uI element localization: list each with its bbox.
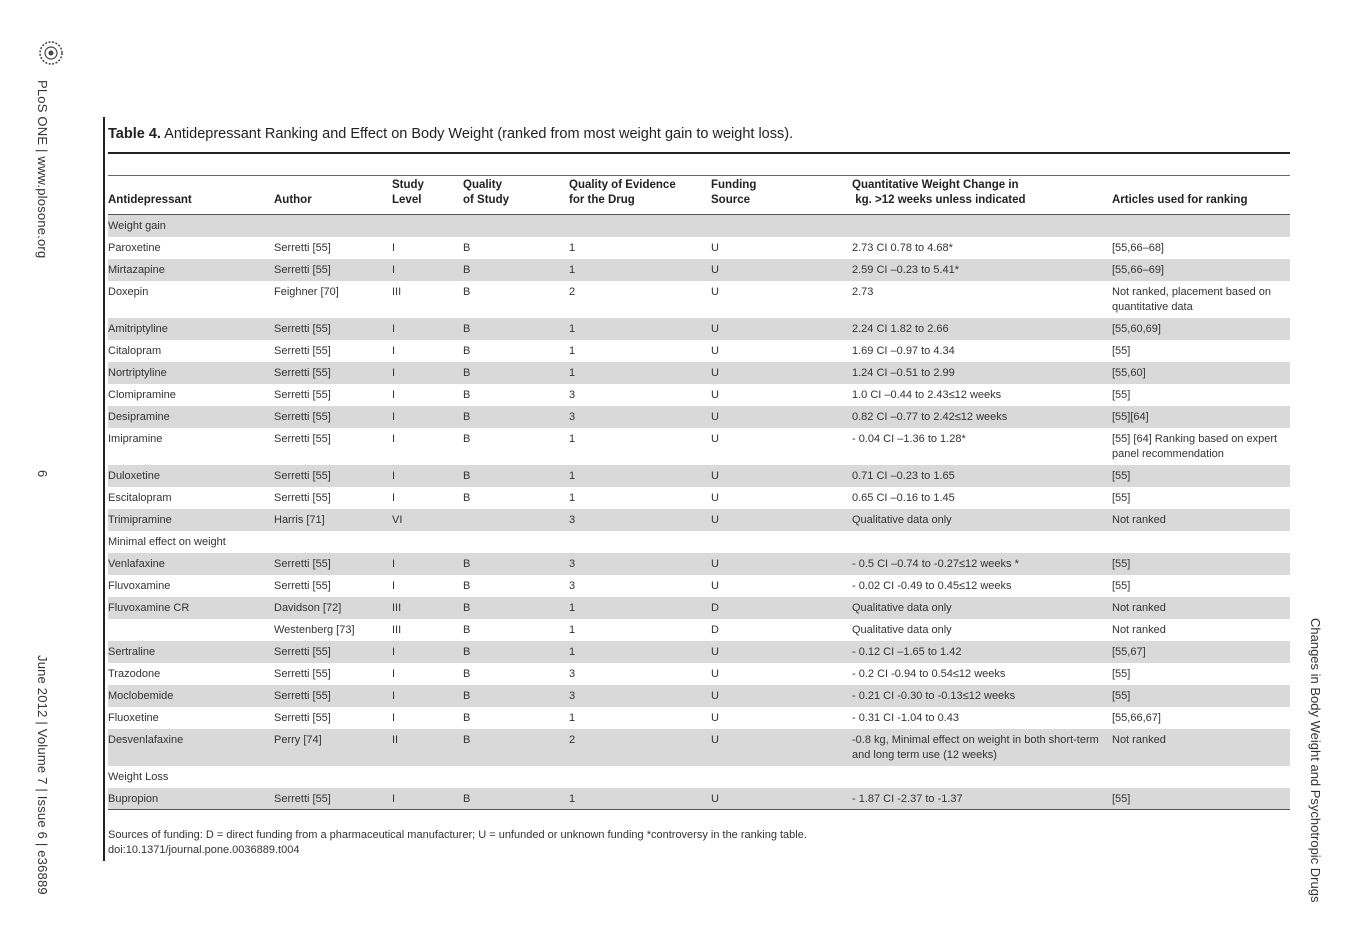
cell-level: III [392, 285, 402, 298]
cell-author: Serretti [55] [274, 667, 331, 680]
cell-quality: B [463, 344, 471, 357]
cell-articles: [55] [1112, 469, 1131, 482]
table-row [108, 428, 1290, 465]
section-label: Minimal effect on weight [108, 535, 226, 548]
cell-evidence: 1 [569, 645, 576, 658]
table-row [108, 509, 1290, 531]
section-label: Weight gain [108, 220, 166, 232]
cell-articles: [55] [1112, 491, 1131, 504]
left-margin-rule [103, 117, 105, 861]
cell-drug: Doxepin [108, 285, 149, 298]
cell-drug: Fluvoxamine CR [108, 601, 190, 614]
cell-drug: Paroxetine [108, 241, 161, 254]
cell-level: VI [392, 513, 403, 526]
cell-articles: Not ranked [1112, 513, 1166, 526]
cell-funding: U [711, 410, 719, 423]
cell-change: 1.24 CI –0.51 to 2.99 [852, 366, 955, 379]
issue-info: June 2012 | Volume 7 | Issue 6 | e36889 [35, 655, 50, 895]
cell-funding: U [711, 366, 719, 379]
cell-quality: B [463, 432, 471, 445]
section-row [108, 215, 1290, 237]
cell-quality: B [463, 241, 471, 254]
cell-articles: [55,60,69] [1112, 322, 1161, 335]
cell-evidence: 1 [569, 241, 576, 254]
cell-author: Serretti [55] [274, 410, 331, 423]
cell-change: 2.73 [852, 285, 874, 298]
cell-level: I [392, 645, 396, 658]
cell-drug [108, 619, 274, 623]
table-caption [108, 126, 793, 142]
table-row [108, 729, 1290, 766]
table-row [108, 384, 1290, 406]
cell-drug: Fluvoxamine [108, 579, 171, 592]
cell-author: Serretti [55] [274, 469, 331, 482]
cell-funding: U [711, 792, 719, 805]
cell-author: Serretti [55] [274, 491, 331, 504]
cell-funding: U [711, 667, 719, 680]
cell-drug: Imipramine [108, 432, 163, 445]
cell-change: 0.71 CI –0.23 to 1.65 [852, 469, 955, 482]
cell-level: I [392, 792, 396, 805]
cell-articles: [55] [1112, 792, 1131, 805]
cell-drug: Amitriptyline [108, 322, 168, 335]
cell-evidence: 3 [569, 410, 576, 423]
cell-funding: U [711, 388, 719, 401]
cell-level: I [392, 711, 396, 724]
cell-author: Perry [74] [274, 733, 322, 746]
table-row [108, 707, 1290, 729]
cell-drug: Trimipramine [108, 513, 172, 526]
cell-author: Serretti [55] [274, 388, 331, 401]
cell-funding: U [711, 645, 719, 658]
cell-funding: D [711, 601, 719, 614]
cell-level: I [392, 263, 396, 276]
cell-articles: [55] [1112, 557, 1131, 570]
cell-evidence: 1 [569, 469, 576, 482]
cell-evidence: 1 [569, 344, 576, 357]
cell-articles: [55] [1112, 579, 1131, 592]
cell-evidence: 3 [569, 513, 576, 526]
cell-funding: U [711, 689, 719, 702]
cell-drug: Nortriptyline [108, 366, 167, 379]
cell-drug: Trazodone [108, 667, 161, 680]
cell-level: I [392, 491, 396, 504]
cell-quality: B [463, 388, 471, 401]
cell-funding: U [711, 285, 719, 298]
cell-change: - 0.5 CI –0.74 to -0.27≤12 weeks * [852, 557, 1019, 570]
cell-articles: [55,66–68] [1112, 241, 1164, 254]
cell-level: III [392, 623, 402, 636]
cell-articles: [55] [1112, 344, 1131, 357]
cell-evidence: 3 [569, 689, 576, 702]
cell-level: I [392, 322, 396, 335]
cell-quality: B [463, 469, 471, 482]
table-row [108, 788, 1290, 810]
cell-quality: B [463, 601, 471, 614]
col-weight-change: Quantitative Weight Change in kg. >12 weeks unless indicated [852, 178, 1112, 215]
cell-author: Harris [71] [274, 513, 325, 526]
table-row [108, 465, 1290, 487]
page-number: 6 [35, 470, 50, 478]
cell-quality: B [463, 667, 471, 680]
header-top-rule [108, 175, 1290, 176]
col-study-level: Study Level [392, 178, 463, 215]
table-row [108, 487, 1290, 509]
cell-funding: U [711, 557, 719, 570]
cell-funding: U [711, 469, 719, 482]
cell-change: Qualitative data only [852, 623, 952, 636]
cell-quality: B [463, 322, 471, 335]
cell-level: I [392, 432, 396, 445]
article-running-title: Changes in Body Weight and Psychotropic Drugs [1308, 618, 1323, 903]
cell-change: - 0.2 CI -0.94 to 0.54≤12 weeks [852, 667, 1006, 680]
cell-level: I [392, 557, 396, 570]
cell-drug: Duloxetine [108, 469, 160, 482]
cell-author: Westenberg [73] [274, 623, 355, 636]
cell-drug: Fluoxetine [108, 711, 159, 724]
cell-drug: Mirtazapine [108, 263, 165, 276]
funding-note: Sources of funding: D = direct funding from a pharmaceutical manufacturer; U = unfunded or unknown funding *controversy in the ranking table. [108, 829, 807, 841]
cell-quality: B [463, 711, 471, 724]
cell-evidence: 2 [569, 733, 576, 746]
cell-articles: [55] [1112, 388, 1131, 401]
cell-evidence: 1 [569, 711, 576, 724]
cell-author: Serretti [55] [274, 792, 331, 805]
cell-quality: B [463, 689, 471, 702]
cell-level: I [392, 667, 396, 680]
cell-author: Serretti [55] [274, 579, 331, 592]
cell-drug: Citalopram [108, 344, 162, 357]
table-row [108, 259, 1290, 281]
cell-evidence: 3 [569, 579, 576, 592]
cell-author: Serretti [55] [274, 263, 331, 276]
cell-evidence: 1 [569, 491, 576, 504]
cell-evidence: 1 [569, 792, 576, 805]
col-funding: Funding Source [711, 178, 852, 215]
cell-author: Serretti [55] [274, 557, 331, 570]
cell-evidence: 1 [569, 601, 576, 614]
cell-articles: [55] [64] Ranking based on expert panel recommendation [1112, 432, 1278, 460]
cell-quality: B [463, 491, 471, 504]
table-row [108, 553, 1290, 575]
cell-author: Serretti [55] [274, 432, 331, 445]
cell-drug: Moclobemide [108, 689, 174, 702]
cell-level: I [392, 579, 396, 592]
table-row [108, 685, 1290, 707]
table-row [108, 597, 1290, 619]
cell-funding: U [711, 263, 719, 276]
cell-funding: U [711, 733, 719, 746]
table-row [108, 663, 1290, 685]
cell-evidence: 1 [569, 623, 576, 636]
cell-drug: Desipramine [108, 410, 170, 423]
cell-change: - 0.12 CI –1.65 to 1.42 [852, 645, 962, 658]
cell-author: Serretti [55] [274, 645, 331, 658]
table-row [108, 575, 1290, 597]
cell-quality: B [463, 410, 471, 423]
cell-level: I [392, 241, 396, 254]
journal-url: PLoS ONE | www.plosone.org [35, 80, 50, 259]
cell-level: I [392, 344, 396, 357]
cell-articles: [55,67] [1112, 645, 1146, 658]
table-footnote [108, 828, 807, 858]
cell-author: Serretti [55] [274, 711, 331, 724]
cell-quality: B [463, 263, 471, 276]
cell-change: - 0.04 CI –1.36 to 1.28* [852, 432, 966, 445]
cell-articles: [55] [1112, 667, 1131, 680]
doi: doi:10.1371/journal.pone.0036889.t004 [108, 844, 300, 856]
cell-level: I [392, 689, 396, 702]
cell-author: Serretti [55] [274, 322, 331, 335]
cell-articles: Not ranked [1112, 733, 1166, 746]
cell-change: - 0.31 CI -1.04 to 0.43 [852, 711, 960, 724]
cell-author: Serretti [55] [274, 689, 331, 702]
table-row [108, 641, 1290, 663]
cell-quality: B [463, 579, 471, 592]
table-header-row [108, 178, 1290, 215]
cell-articles: Not ranked, placement based on quantitative data [1112, 285, 1271, 313]
cell-articles: [55,66–69] [1112, 263, 1164, 276]
col-articles: Articles used for ranking [1112, 178, 1290, 215]
cell-change: - 1.87 CI -2.37 to -1.37 [852, 792, 963, 805]
cell-author: Serretti [55] [274, 241, 331, 254]
cell-funding: U [711, 344, 719, 357]
table-row [108, 406, 1290, 428]
cell-quality: B [463, 792, 471, 805]
table-row [108, 281, 1290, 318]
cell-change: 0.65 CI –0.16 to 1.45 [852, 491, 955, 504]
table-row [108, 340, 1290, 362]
section-row [108, 531, 1290, 553]
cell-quality: B [463, 366, 471, 379]
cell-drug: Escitalopram [108, 491, 172, 504]
cell-evidence: 3 [569, 667, 576, 680]
cell-articles: [55,60] [1112, 366, 1146, 379]
cell-quality: B [463, 623, 471, 636]
cell-change: 2.59 CI –0.23 to 5.41* [852, 263, 960, 276]
cell-level: III [392, 601, 402, 614]
cell-evidence: 2 [569, 285, 576, 298]
cell-quality: B [463, 733, 471, 746]
cell-evidence: 3 [569, 557, 576, 570]
cell-drug: Sertraline [108, 645, 156, 658]
cell-author: Serretti [55] [274, 344, 331, 357]
table-row [108, 237, 1290, 259]
cell-change: Qualitative data only [852, 513, 952, 526]
cell-funding: U [711, 579, 719, 592]
cell-evidence: 1 [569, 263, 576, 276]
cell-change: 2.24 CI 1.82 to 2.66 [852, 322, 949, 335]
cell-articles: Not ranked [1112, 623, 1166, 636]
cell-change: 1.0 CI –0.44 to 2.43≤12 weeks [852, 388, 1002, 401]
cell-articles: [55] [1112, 689, 1131, 702]
table-row [108, 619, 1290, 641]
table-title: Antidepressant Ranking and Effect on Body Weight (ranked from most weight gain to weight loss). [164, 126, 794, 142]
col-antidepressant: Antidepressant [108, 178, 274, 215]
cell-level: II [392, 733, 399, 746]
cell-funding: U [711, 491, 719, 504]
col-quality: Quality of Study [463, 178, 569, 215]
cell-change: - 0.21 CI -0.30 to -0.13≤12 weeks [852, 689, 1016, 702]
section-label: Weight Loss [108, 770, 169, 783]
cell-evidence: 1 [569, 322, 576, 335]
cell-level: I [392, 410, 396, 423]
cell-change: 0.82 CI –0.77 to 2.42≤12 weeks [852, 410, 1008, 423]
cell-level: I [392, 469, 396, 482]
cell-level: I [392, 366, 396, 379]
cell-drug: Clomipramine [108, 388, 176, 401]
cell-change: -0.8 kg, Minimal effect on weight in both short-term and long term use (12 weeks) [852, 733, 1099, 761]
cell-evidence: 1 [569, 366, 576, 379]
section-row [108, 766, 1290, 788]
cell-evidence: 3 [569, 388, 576, 401]
cell-change: Qualitative data only [852, 601, 952, 614]
table-label: Table 4. [108, 126, 161, 142]
cell-level: I [392, 388, 396, 401]
cell-articles: [55][64] [1112, 410, 1149, 423]
cell-funding: U [711, 322, 719, 335]
col-evidence: Quality of Evidence for the Drug [569, 178, 711, 215]
col-author: Author [274, 178, 392, 215]
cell-change: 2.73 CI 0.78 to 4.68* [852, 241, 953, 254]
cell-quality [463, 509, 569, 513]
caption-rule [108, 152, 1290, 154]
cell-funding: U [711, 241, 719, 254]
cell-change: 1.69 CI –0.97 to 4.34 [852, 344, 955, 357]
cell-author: Serretti [55] [274, 366, 331, 379]
cell-funding: U [711, 711, 719, 724]
cell-drug: Desvenlafaxine [108, 733, 184, 746]
plos-logo-icon [36, 38, 66, 68]
cell-quality: B [463, 285, 471, 298]
cell-articles: Not ranked [1112, 601, 1166, 614]
cell-funding: U [711, 432, 719, 445]
cell-articles: [55,66,67] [1112, 711, 1161, 724]
table-row [108, 318, 1290, 340]
cell-quality: B [463, 645, 471, 658]
cell-evidence: 1 [569, 432, 576, 445]
cell-author: Feighner [70] [274, 285, 339, 298]
cell-drug: Venlafaxine [108, 557, 165, 570]
antidepressant-table [108, 178, 1290, 811]
table-row [108, 362, 1290, 384]
cell-quality: B [463, 557, 471, 570]
cell-funding: U [711, 513, 719, 526]
cell-funding: D [711, 623, 719, 636]
cell-change: - 0.02 CI -0.49 to 0.45≤12 weeks [852, 579, 1012, 592]
table-bottom-rule [108, 810, 1290, 812]
cell-drug: Bupropion [108, 792, 159, 805]
cell-author: Davidson [72] [274, 601, 342, 614]
